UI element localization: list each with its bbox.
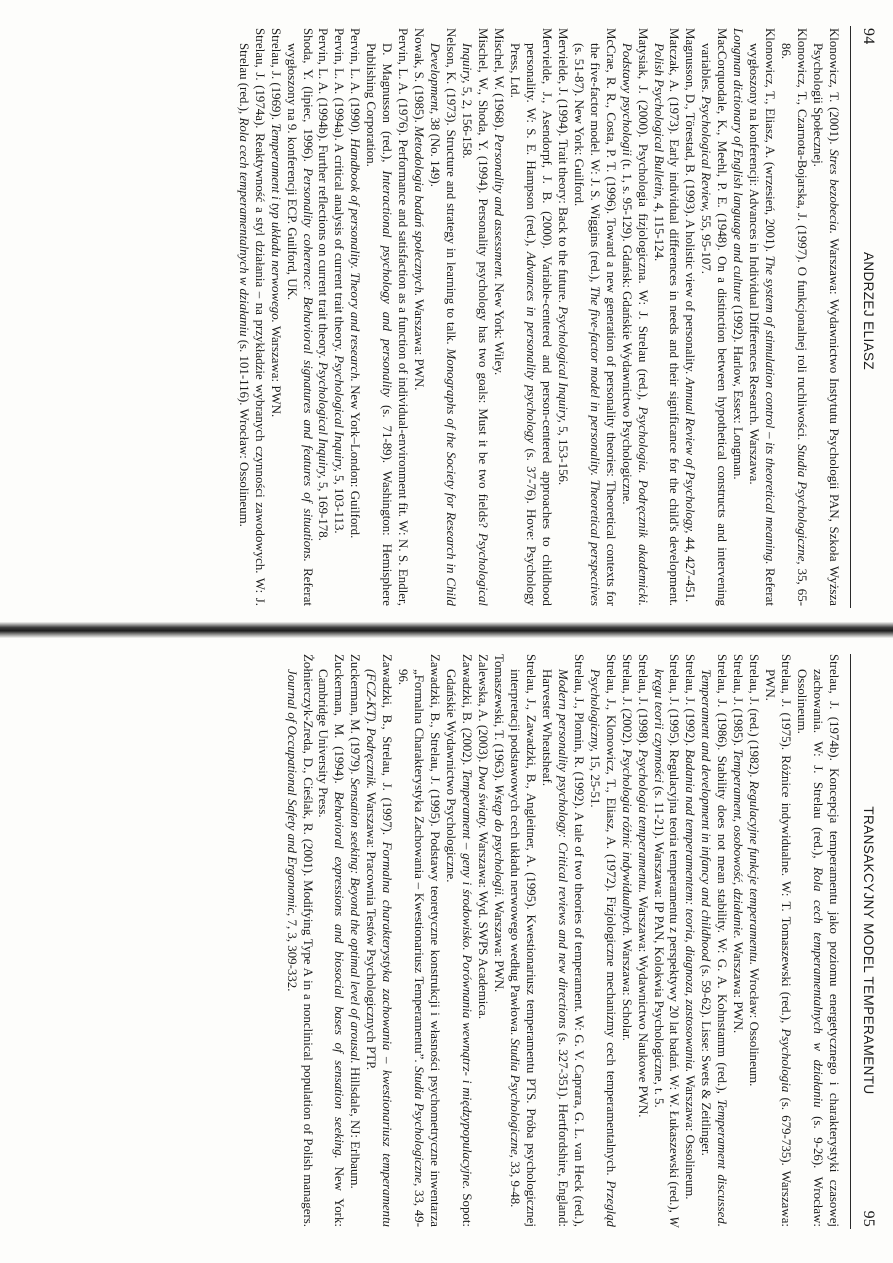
reference-text: 5, 2, 156-158. — [460, 83, 475, 159]
reference-text: Strelau, J. (1975). Różnice indywidualne. W: T. Tomaszewski (red.), — [779, 654, 794, 1029]
reference-entry — [315, 28, 331, 606]
reference-text: Strelau, J., Plomin, R. (1992). A tale of two theories of temperament. W: G. V. Caprara, G. L. van Heck (red.), — [571, 654, 586, 1227]
reference-entry — [570, 28, 618, 606]
reference-text: (1992). Harlow, Essex: Longman. — [731, 301, 746, 480]
reference-entry — [681, 28, 697, 606]
right-page — [0, 638, 893, 1263]
reference-text: Zuckerman, M. (1979). — [348, 654, 363, 778]
reference-text: Pervin, L. A. (1990). — [348, 28, 363, 139]
reference-entry — [442, 654, 474, 1227]
reference-text: Warszawa: Scholar. — [619, 936, 634, 1041]
reference-entry — [634, 654, 650, 1227]
reference-entry — [729, 28, 745, 606]
reference-title: Monographs of the Society for Research in Child Development, — [428, 43, 459, 606]
header-rule — [850, 654, 851, 1229]
reference-entry — [554, 28, 570, 606]
reference-title: Temperament discussed. Temperament and development in infancy and childhood — [699, 669, 730, 1227]
reference-text: Referat wygłoszony na 9. konferencji ECP. Guilford, UK. — [284, 43, 315, 606]
reference-entry — [809, 28, 841, 606]
left-page-header — [851, 0, 877, 622]
reference-text: Tomaszewski, T. (1963). — [491, 654, 506, 785]
reference-text: Warszawa: Wydawnictwo Naukowe PWN. — [635, 893, 650, 1118]
reference-text: Mischel, W. (1968). — [491, 28, 506, 134]
reference-text: Strelau, J., Zawadzki, B., Angleitner, A. (1995). Kwestionariusz temperamentu PTS. Próba psychologicznej interpretacji podstawowych cech układu nerwowego według Pawłowa. — [507, 654, 538, 1227]
reference-text: Nelson, K. (1973). Structure and strategy in learning to talk. — [444, 28, 459, 349]
reference-text: Strelau, J. (1974a). Reaktywność a styl działania – na przykładzie wybranych czynności zawodowych. W: J. Strelau (red.), — [236, 28, 267, 606]
reference-title: Formalna charakterystyka zachowania – kwestionariusz temperamentu (FCZ-KT). Podręcznik. — [364, 669, 395, 1227]
reference-text: Warszawa: PWN. — [491, 897, 506, 993]
reference-text: 33, 49-96. — [396, 669, 427, 1227]
reference-title: Studia Psychologiczne, — [795, 444, 810, 565]
reference-text: 35, 65-86. — [779, 43, 810, 606]
reference-entry — [267, 28, 283, 606]
reference-title: Wstęp do psychologii. — [491, 784, 506, 898]
reference-entry — [586, 654, 618, 1227]
page-number: 94 — [860, 28, 877, 45]
reference-entry — [697, 28, 729, 606]
reference-text: (s. 71-89). Washington: Hemisphere Publishing Corporation. — [364, 43, 395, 606]
reference-entry — [362, 654, 394, 1227]
reference-text: Warszawa: Ossolineum. — [683, 1072, 698, 1200]
reference-text: Mischel, W., Shoda, Y. (1994). Personality psychology has two goals: Must it be two fields? — [476, 28, 491, 533]
reference-text: Strelau, J. (1998). — [635, 654, 650, 750]
reference-title: The system of stimulation control – its theoretical meaning. — [763, 255, 778, 565]
reference-title: Psychologia różnic indywidualnych. — [619, 749, 634, 937]
reference-text: Wrocław: Ossolineum. — [747, 965, 762, 1087]
reference-title: Metodologia badań społecznych. — [412, 126, 427, 297]
reference-entry — [681, 654, 697, 1227]
reference-text: (s. 11-21). Warszawa: IP PAN, Kolokwia Psychologiczne, t. 5. — [651, 782, 666, 1108]
reference-text: 44, 427-451. — [683, 533, 698, 603]
running-header: ANDRZEJ ELIASZ — [861, 251, 876, 371]
reference-text: 55, 95-107. — [699, 211, 714, 275]
reference-title: Studia Psychologiczne, — [507, 1038, 522, 1158]
reference-title: Annual Review of Psychology, — [683, 377, 698, 534]
reference-text: Mervielde, J. (1994). Trait theory: Back to the future. — [555, 28, 570, 307]
reference-text: Pervin, L. A. (1994a). A critical analysis of current trait theory. — [332, 28, 347, 356]
reference-entry — [458, 28, 490, 606]
reference-entry — [490, 654, 506, 1227]
right-page-header — [851, 638, 877, 1263]
reference-text: Strelau, J., Klonowicz, T., Eliasz, A. (1972). Fizjologiczne mechanizmy cech temperamentalnych. — [603, 654, 618, 1181]
reference-text: 4, 115-124. — [651, 199, 666, 262]
reference-title: Rola cech temperamentalnych w działaniu — [236, 117, 251, 337]
reference-title: Psychological Inquiry, — [555, 306, 570, 423]
reference-title: Interactional psychology and personality — [380, 170, 395, 398]
reference-text: (s. 51-87). New York: Guilford. — [571, 43, 586, 207]
reference-title: Psychologia temperamentu. — [635, 749, 650, 894]
reference-list — [235, 28, 841, 606]
reference-title: Longman dictionary of English language and culture — [731, 28, 746, 302]
reference-title: Personality coherence: Behavioral signatures and features of situations. — [300, 168, 315, 562]
header-rule — [850, 26, 851, 608]
reference-entry — [618, 28, 650, 606]
reference-entry — [761, 654, 793, 1227]
reference-entry — [331, 28, 347, 606]
reference-title: Psychological Inquiry, — [332, 355, 347, 472]
reference-title: Handbook of personality. Theory and research. — [348, 138, 363, 382]
reference-text: (s. 59-62). Lisse: Swets & Zeitlinger. — [699, 961, 714, 1156]
reference-entry — [538, 654, 586, 1227]
reference-title: Behavioral expressions and biosocial bases of sensation seeking. — [332, 791, 347, 1159]
reference-title: Studia Psychologiczne, — [412, 1066, 427, 1187]
reference-text: Strelau, J. (1985). — [731, 654, 746, 750]
reference-entry — [777, 28, 809, 606]
reference-text: Zawadzki, B. (2002). — [460, 654, 475, 770]
reference-text: Klonowicz, T., Eliasz, A. (wrzesień, 2001). — [763, 28, 778, 256]
reference-text: Zawadzki, B., Strelau, J. (1995). Podstawy teoretyczne konstrukcji i własności psychometryczne inwentarza „Formalna Charakterystyka Zachowania – Kwestionariusz Temperamentu”. — [412, 654, 443, 1227]
reference-title: Sensation seeking: Beyond the optimal level of arousal. — [348, 777, 363, 1064]
reference-text: Warszawa: Wyd. SWPS Academica. — [476, 828, 491, 1020]
reference-title: Journal of Occupational Safety and Ergonomic, — [284, 669, 299, 917]
reference-text: Mervielde, J., Asendorpf, J. B. (2000). Variable-centered and person-centered approaches to childhood personality. W: S. E. Hampson (red.), — [523, 28, 554, 606]
reference-text: Warszawa: PWN. — [268, 322, 283, 418]
reference-text: Referat wygłoszony na konferencji: Advances in Individual Differences Research. Warszawa. — [747, 43, 778, 606]
reference-title: Modern personality psychology: Critical reviews and new directions — [555, 669, 570, 1029]
reference-text: 7, 3, 309-332. — [284, 916, 299, 992]
reference-text: Warszawa: PWN. — [731, 938, 746, 1034]
reference-text: Matczak, A. (1973). Early individual differences in needs and their significance for the child's development. — [667, 28, 682, 606]
page-number: 95 — [860, 1210, 877, 1227]
reference-title: Temperament – geny i środowisko. Porównania wewnątrz- i międzypopulacyjne. — [460, 769, 475, 1190]
reference-entry — [506, 28, 554, 606]
reference-text: New York: Cambridge University Press. — [316, 669, 347, 1228]
reference-text: Klonowicz, T. (2001). — [827, 28, 841, 150]
reference-text: (s. 37-76). Hove: Psychology Press, Ltd. — [507, 43, 538, 606]
reference-text: 5, 169-178. — [316, 478, 331, 541]
reference-entry — [410, 28, 426, 606]
reference-text: Magnusson, D., Törestad, B. (1993). A holistic view of personality. — [683, 28, 698, 378]
reference-text: Strelau, J. (2002). — [619, 654, 634, 750]
reference-entry — [506, 654, 538, 1227]
reference-entry — [697, 654, 729, 1227]
reference-text: 33, 9-48. — [507, 1158, 522, 1208]
reference-title: Psychological Inquiry, — [316, 361, 331, 479]
reference-text: Hillsdale, NJ: Erlbaum. — [348, 1063, 363, 1189]
reference-title: Polish Psychological Bulletin, — [651, 43, 666, 200]
reference-text: (t. 1, s. 95-129). Gdańsk: Gdańskie Wydawnictwo Psychologiczne. — [619, 155, 634, 505]
reference-entry — [346, 28, 362, 606]
reference-entry — [793, 654, 841, 1227]
reference-text: (s. 9-26). Wrocław: Ossolineum. — [795, 669, 826, 1227]
reference-entry — [745, 28, 777, 606]
reference-text: Pervin, L. A. (1976). Performance and satisfaction as a function of individual-environment fit. W: N. S. Endler, D. Magnusson (red.), — [380, 28, 411, 606]
reference-text: Strelau, J. (1969). — [268, 28, 283, 124]
reference-text: Strelau, J. (1992). — [683, 654, 698, 750]
reference-title: Temperament i typ układu nerwowego. — [268, 123, 283, 323]
reference-entry — [426, 28, 458, 606]
reference-title: Rola cech temperamentalnych w działaniu — [811, 867, 826, 1108]
reference-title: Regulacyjne funkcje temperamentu. — [747, 780, 762, 966]
reference-text: Strelau, J. (1974b). Koncepcja temperamentu jako poziomu energetycznego i charakterystyki czasowej zachowania. W: J. Strelau (red.), — [811, 654, 841, 1227]
reference-entry — [394, 654, 442, 1227]
reference-entry — [346, 654, 362, 1227]
reference-entry — [490, 28, 506, 606]
reference-text: Zawadzki, B., Strelau, J. (1997). — [380, 654, 395, 842]
reference-text: (s. 101-116). Wrocław: Ossolineum. — [236, 336, 251, 527]
reference-title: Personality and assessment. — [491, 133, 506, 280]
reference-title: Przegląd Psychologiczny, — [587, 669, 618, 1227]
left-page — [0, 0, 893, 622]
reference-entry — [362, 28, 410, 606]
reference-text: Warszawa: PWN. — [412, 296, 427, 391]
reference-title: W kręgu teorii czynności — [651, 669, 682, 1227]
reference-title: Advances in personality psychology — [523, 251, 538, 444]
reference-text: Strelau, J. (red.) (1982). — [747, 654, 762, 781]
reference-list — [283, 654, 841, 1227]
reference-entry — [283, 654, 315, 1227]
reference-entry — [745, 654, 761, 1227]
reference-title: Stres bezobecia. — [827, 149, 841, 234]
reference-title: Badania nad temperamentem: teoria, diagnoza, zastosowania. — [683, 749, 698, 1073]
reference-text: Nowak, S. (1985). — [412, 28, 427, 127]
reference-entry — [474, 654, 490, 1227]
reference-text: Shoda, Y. (lipiec, 1996). — [300, 28, 315, 169]
reference-title: Dwa światy. — [476, 765, 491, 829]
reference-title: Temperament, osobowość, działanie. — [731, 749, 746, 939]
reference-title: Psychologia — [779, 1028, 794, 1093]
reference-text: Warszawa: Pracownia Testów Psychologicznych PTP. — [364, 788, 379, 1071]
reference-text: New York–London: Guilford. — [348, 381, 363, 539]
reference-text: Zalewska, A. (2003). — [476, 654, 491, 766]
reference-title: Psychological Inquiry, — [460, 43, 491, 606]
reference-text: 5, 103-113. — [332, 471, 347, 534]
reference-entry — [729, 654, 745, 1227]
reference-text: Pervin, L. A. (1994b). Further reflections on current trait theory. — [316, 28, 331, 362]
reference-text: Zuckerman, M. (1994). — [332, 654, 347, 792]
reference-title: The five-factor model in personality. Theoretical perspectives — [587, 286, 602, 606]
reference-text: Strelau, J. (1995). Regulacyjna teoria temperamentu z perspektywy 20 lat badań. W: W. Łukaszewski (red.), — [667, 654, 682, 1217]
reference-text: McCrae, R. R., Costa, P. T. (1996). Toward a new generation of personality theories: Theoretical contexts for the five-factor model. W: J. S. Wiggins (red.), — [587, 28, 618, 606]
running-header: TRANSAKCYJNY MODEL TEMPERAMENTU — [861, 806, 876, 1095]
reference-title: Psychologia. Podręcznik akademicki. Podstawy psychologii — [619, 43, 650, 606]
reference-text: Strelau, J. (1986). Stability does not mean stability. W: G. A. Kohnstamm (red.), — [715, 654, 730, 1100]
reference-entry — [283, 28, 315, 606]
reference-text: Warszawa: Wydawnictwo Instytutu Psychologii PAN, Szkoła Wyższa Psychologii Społecznej. — [811, 43, 841, 606]
reference-entry — [650, 654, 682, 1227]
reference-title: Psychological Review, — [699, 95, 714, 212]
reference-text: 38 (No. 149). — [428, 114, 443, 187]
reference-text: 15, 25-51. — [587, 751, 602, 808]
reference-entry — [235, 28, 267, 606]
reference-text: Klonowicz, T., Czarnota-Bojarska, J. (1997). O funkcjonalnej roli ruchliwości. — [795, 28, 810, 445]
reference-entry — [618, 654, 634, 1227]
reference-text: Matysiak, J. (2000). Psychologia fizjologiczna. W: J. Strelau (red.), — [635, 28, 650, 407]
reference-text: New York: Wiley. — [491, 279, 506, 376]
reference-text: 5, 153-156. — [555, 422, 570, 486]
reference-text: Żołnierczyk-Zreda, D., Cieślak, R. (2001). Modifying Type A in a nonclinical population of Polish managers. — [300, 654, 315, 1227]
reference-entry — [315, 654, 347, 1227]
book-gutter — [0, 622, 893, 638]
reference-text: MacCorquodale, K., Meehl, P. E. (1948). On a distinction between hypothetical constructs and intervening variables. — [699, 28, 730, 606]
reference-entry — [650, 28, 682, 606]
reference-text: (s. 679-735). Warszawa: PWN. — [763, 669, 794, 1228]
reference-text: Sopot: Gdańskie Wydawnictwo Psychologiczne. — [444, 669, 475, 1228]
reference-text: (s. 327-351). Hertfordshire, England: Harvester Wheatsheaf. — [539, 669, 570, 1228]
